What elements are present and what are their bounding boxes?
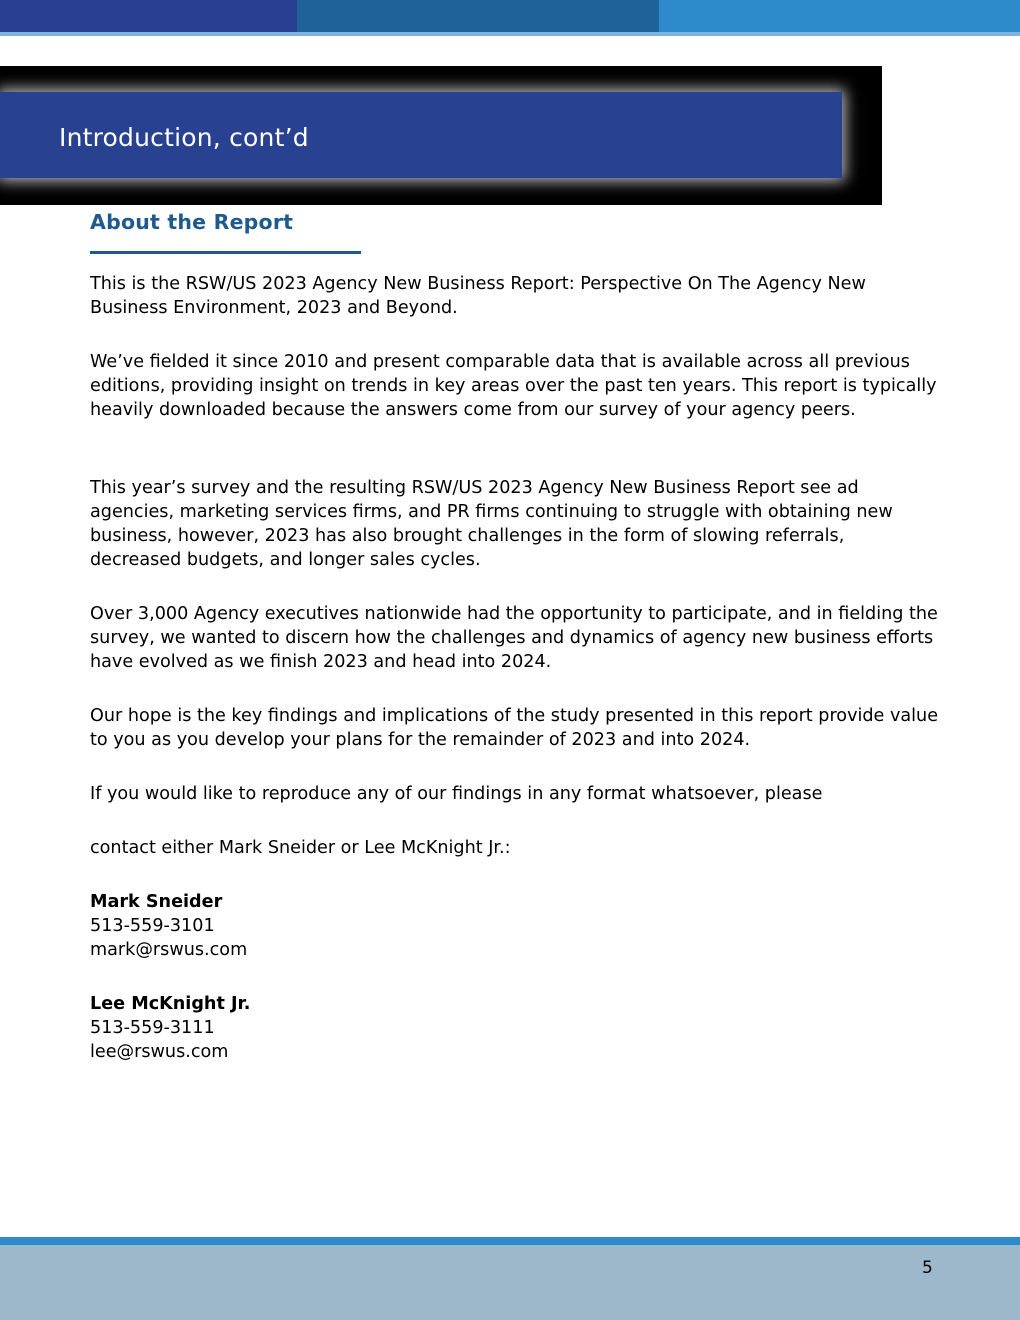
paragraph-survey-context: This year’s survey and the resulting RSW/US 2023 Agency New Business Report see ad agencies, marketing services firms, and PR firms continuing to struggle with obtaining new business, however, 2023 has also brought challenges in the form of slowing referrals, decreased budgets, and longer sales cycles. [90, 478, 893, 570]
page-title: Introduction, cont’d [59, 123, 309, 152]
footer-band [0, 1245, 1020, 1320]
top-bar-segment-navy [0, 0, 297, 32]
contact-email-link[interactable]: mark@rswus.com [90, 940, 248, 960]
top-divider-line [0, 32, 1020, 36]
contact-email-link[interactable]: lee@rswus.com [90, 1042, 229, 1062]
top-bar-segment-teal [297, 0, 659, 32]
top-bar-segment-sky [659, 0, 1020, 32]
section-heading: About the Report [90, 210, 294, 234]
page-number: 5 [922, 1258, 933, 1278]
heading-underline [90, 251, 361, 254]
contact-name: Lee McKnight Jr. [90, 994, 251, 1014]
paragraph-hope: Our hope is the key findings and implications of the study presented in this report provide value to you as you develop your plans for the remainder of 2023 and into 2024. [90, 706, 939, 750]
contact-name: Mark Sneider [90, 892, 223, 912]
contact-phone[interactable]: 513-559-3101 [90, 916, 215, 936]
paragraph-history: We’ve fielded it since 2010 and present comparable data that is available across all previous editions, providing insight on trends in key areas over the past ten years. This report is typically heavily downloaded because the answers come from our survey of your agency peers. [90, 352, 937, 420]
paragraph-report-intro: This is the RSW/US 2023 Agency New Business Report: Perspective On The Agency New Business Environment, 2023 and Beyond. [90, 274, 866, 318]
contact-phone[interactable]: 513-559-3111 [90, 1018, 215, 1038]
paragraph-participation: Over 3,000 Agency executives nationwide had the opportunity to participate, and in fielding the survey, we wanted to discern how the challenges and dynamics of agency new business efforts have evolved as we finish 2023 and head into 2024. [90, 604, 938, 672]
footer-divider-line [0, 1237, 1020, 1245]
paragraph-contact-intro: contact either Mark Sneider or Lee McKnight Jr.: [90, 838, 511, 858]
paragraph-reproduce: If you would like to reproduce any of our findings in any format whatsoever, please [90, 784, 823, 804]
contact-card [90, 890, 247, 962]
contact-card [90, 992, 250, 1064]
top-color-bar [0, 0, 1020, 32]
